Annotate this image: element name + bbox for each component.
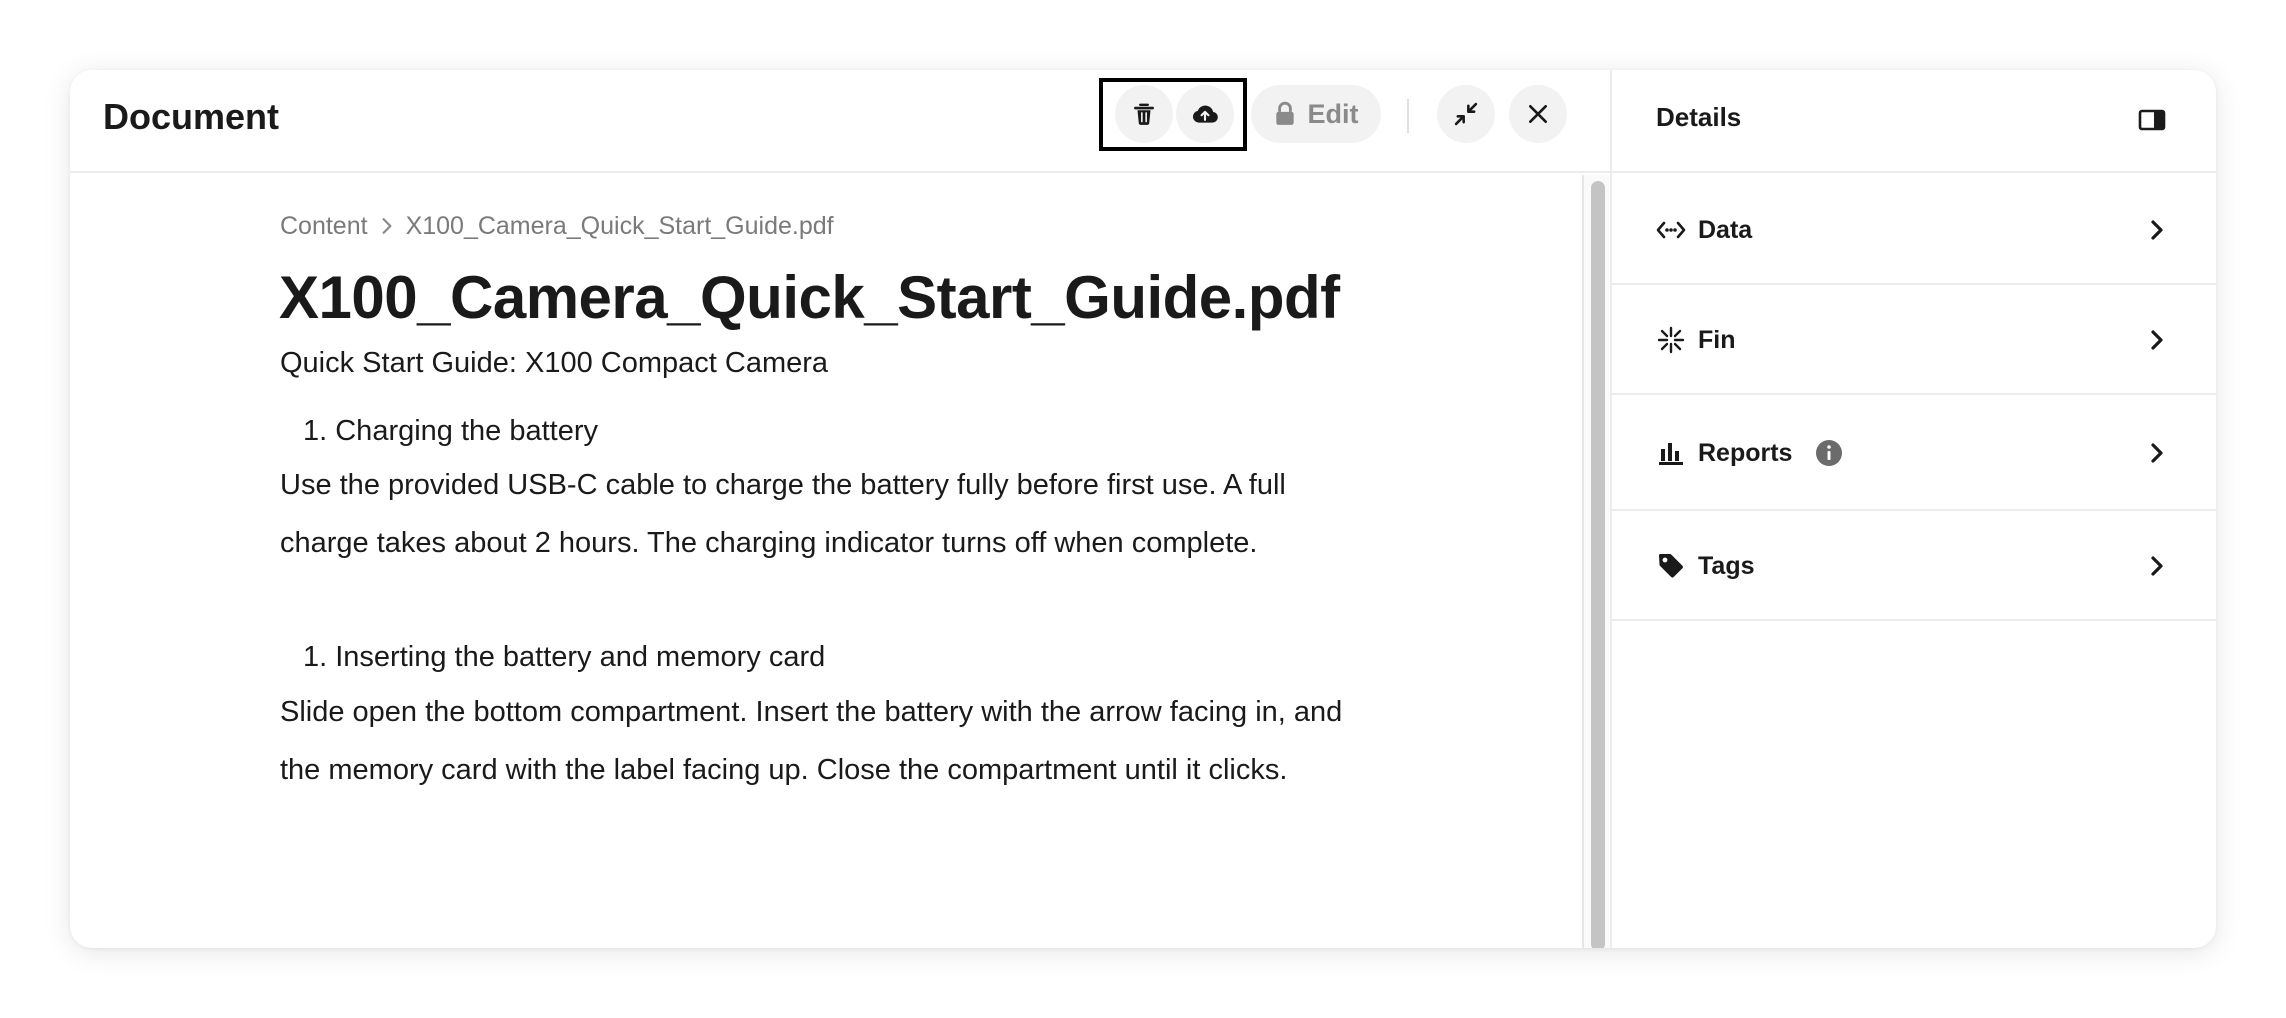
section-text-line: Use the provided USB-C cable to charge the battery fully before first use. A full — [280, 469, 1286, 501]
breadcrumb-root[interactable]: Content — [280, 212, 368, 240]
chevron-right-icon — [2142, 551, 2172, 581]
upload-button[interactable] — [1176, 85, 1234, 143]
trash-icon — [1131, 101, 1157, 127]
lock-icon — [1274, 101, 1296, 127]
details-title: Details — [1656, 102, 1742, 132]
cloud-upload-icon — [1190, 101, 1220, 127]
details-pane — [1610, 70, 2216, 948]
chevron-right-icon — [2142, 438, 2172, 468]
document-header — [70, 70, 1610, 173]
chevron-right-icon — [2142, 215, 2172, 245]
document-content — [70, 175, 1582, 948]
fin-sparkle-icon — [1656, 325, 1686, 355]
details-row-fin[interactable] — [1612, 285, 2216, 395]
edit-button[interactable] — [1251, 85, 1381, 143]
list-item: 1. Charging the battery — [303, 415, 599, 447]
info-icon[interactable] — [1815, 439, 1843, 467]
document-modal — [70, 70, 2216, 948]
code-brackets-icon — [1656, 215, 1686, 245]
delete-button[interactable] — [1115, 85, 1173, 143]
scrollbar-thumb[interactable] — [1591, 181, 1605, 948]
details-row-data[interactable] — [1612, 175, 2216, 285]
close-icon — [1527, 103, 1549, 125]
list-item: 1. Inserting the battery and memory card — [303, 641, 826, 673]
modal-title: Document — [103, 96, 280, 137]
collapse-button[interactable] — [1437, 85, 1495, 143]
chevron-right-icon — [2142, 325, 2172, 355]
details-row-label: Data — [1698, 216, 1753, 244]
header-divider — [1407, 99, 1409, 133]
close-button[interactable] — [1509, 85, 1567, 143]
details-row-label: Reports — [1698, 439, 1793, 467]
section-text-line: Slide open the bottom compartment. Insert the battery with the arrow facing in, and — [280, 696, 1343, 728]
intro-paragraph: Quick Start Guide: X100 Compact Camera — [280, 347, 829, 379]
sidebar-panel-icon — [2138, 108, 2166, 132]
content-scrollbar[interactable] — [1582, 175, 1610, 948]
tag-icon — [1656, 551, 1686, 581]
section-text-line: charge takes about 2 hours. The charging indicator turns off when complete. — [280, 527, 1258, 559]
breadcrumb-current: X100_Camera_Quick_Start_Guide.pdf — [405, 212, 834, 240]
section-text-line: the memory card with the label facing up. Close the compartment until it clicks. — [280, 754, 1288, 786]
details-row-label: Fin — [1698, 326, 1736, 354]
collapse-arrows-icon — [1452, 100, 1480, 128]
chevron-right-icon — [380, 217, 394, 235]
edit-button-label: Edit — [1307, 98, 1359, 129]
breadcrumb — [280, 210, 834, 242]
details-row-reports[interactable] — [1612, 395, 2216, 511]
details-row-label: Tags — [1698, 552, 1755, 580]
toggle-details-button[interactable] — [2132, 100, 2172, 140]
details-header — [1612, 70, 2216, 173]
details-row-tags[interactable] — [1612, 511, 2216, 621]
bar-chart-icon — [1656, 438, 1686, 468]
document-main-pane — [70, 70, 1610, 948]
page-title: X100_Camera_Quick_Start_Guide.pdf — [279, 264, 1340, 331]
